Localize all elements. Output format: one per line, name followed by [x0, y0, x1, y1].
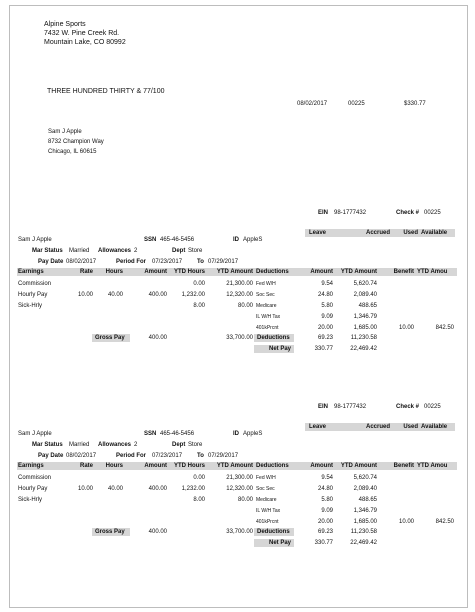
earning-ytd-amount: 80.00	[237, 497, 253, 503]
benefit-ytd-header: YTD Amou	[417, 463, 448, 469]
deduction-amount: 20.00	[317, 325, 333, 331]
used-header: Used	[403, 230, 418, 236]
id-value: AppleS	[243, 431, 263, 437]
leave-header: Leave	[309, 424, 327, 430]
to-value: 07/29/2017	[208, 259, 239, 265]
leave-header: Leave	[309, 230, 327, 236]
payee-name: Sam J Apple	[48, 129, 82, 135]
available-header: Available	[421, 424, 448, 430]
benefit-amount: 10.00	[398, 519, 414, 525]
earning-hours: 40.00	[107, 292, 123, 298]
earning-ytd-hours: 8.00	[193, 303, 205, 309]
period-for-label: Period For	[116, 453, 147, 459]
earning-name: Sick-Hrly	[18, 497, 42, 503]
id-label: ID	[233, 431, 239, 437]
pay-date-label: Pay Date	[38, 259, 64, 265]
allowances-label: Allowances	[98, 248, 132, 254]
dept-value: Store	[188, 248, 203, 254]
benefit-ytd: 842.50	[435, 519, 454, 525]
earning-amount: 400.00	[148, 292, 167, 298]
earnings-header: Earnings	[18, 463, 44, 469]
earning-ytd-amount: 21,300.00	[226, 281, 253, 287]
earning-ytd-hours: 1,232.00	[181, 292, 205, 298]
earning-rate: 10.00	[77, 486, 93, 492]
earning-ytd-hours: 0.00	[193, 475, 205, 481]
check-no-value: 00225	[424, 404, 441, 410]
available-header: Available	[421, 230, 448, 236]
deduction-amount: 24.80	[317, 486, 333, 492]
deduction-name: Fed W/H	[256, 475, 276, 481]
deductions-total-ytd: 11,230.58	[350, 529, 377, 535]
pay-date-value: 08/02/2017	[66, 453, 97, 459]
net-pay-ytd: 22,469.42	[350, 540, 377, 546]
ein-label: EIN	[318, 404, 329, 410]
deductions-header: Deductions	[256, 463, 289, 469]
deduction-ytd: 5,620.74	[353, 475, 377, 481]
ytd-amount-header: YTD Amount	[216, 269, 253, 275]
ytd-hours-header: YTD Hours	[173, 269, 205, 275]
id-value: AppleS	[243, 237, 263, 243]
net-pay-label: Net Pay	[268, 346, 291, 352]
check-number: 00225	[348, 101, 365, 107]
benefit-header: Benefit	[393, 269, 414, 275]
to-label: To	[197, 453, 204, 459]
payee-address-line1: 8732 Champion Way	[48, 139, 104, 145]
gross-pay-label: Gross Pay	[95, 335, 125, 341]
pay-date-label: Pay Date	[38, 453, 64, 459]
deductions-header: Deductions	[256, 269, 289, 275]
deduction-amount: 5.80	[321, 497, 333, 503]
company-name: Alpine Sports	[44, 21, 86, 28]
mar-status-label: Mar Status	[32, 442, 63, 448]
gross-pay-value: 400.00	[148, 335, 167, 341]
deduction-name: 401kPrcnt	[256, 325, 279, 331]
earning-name: Commission	[18, 475, 52, 481]
deduction-amount-header: Amount	[310, 463, 333, 469]
allowances-value: 2	[134, 442, 138, 448]
ytd-amount-header: YTD Amount	[216, 463, 253, 469]
deduction-ytd: 488.65	[358, 303, 377, 309]
net-pay-label: Net Pay	[268, 540, 291, 546]
net-pay-value: 330.77	[314, 540, 333, 546]
benefit-ytd: 842.50	[435, 325, 454, 331]
amount-header: Amount	[144, 463, 167, 469]
deduction-ytd: 1,685.00	[353, 325, 377, 331]
dept-label: Dept	[172, 442, 186, 448]
net-pay-value: 330.77	[314, 346, 333, 352]
earning-ytd-amount: 12,320.00	[226, 292, 253, 298]
ytd-hours-header: YTD Hours	[173, 463, 205, 469]
gross-pay-ytd: 33,700.00	[226, 529, 253, 535]
deductions-total-value: 69.23	[317, 335, 333, 341]
check-amount: $330.77	[404, 101, 426, 107]
earning-name: Hourly Pay	[18, 292, 48, 298]
earning-ytd-amount: 12,320.00	[226, 486, 253, 492]
deduction-amount: 9.09	[321, 314, 333, 320]
mar-status-value: Married	[69, 442, 90, 448]
company-address-line1: 7432 W. Pine Creek Rd.	[44, 30, 120, 37]
ein-value: 98-1777432	[334, 210, 367, 216]
deduction-ytd: 1,346.79	[353, 314, 377, 320]
gross-pay-label: Gross Pay	[95, 529, 125, 535]
accrued-header: Accrued	[365, 424, 390, 430]
dept-label: Dept	[172, 248, 186, 254]
deduction-name: Soc Sec	[256, 486, 275, 492]
gross-pay-value: 400.00	[148, 529, 167, 535]
deduction-ytd: 1,346.79	[353, 508, 377, 514]
check-date: 08/02/2017	[297, 101, 328, 107]
allowances-label: Allowances	[98, 442, 132, 448]
deduction-name: Fed W/H	[256, 281, 276, 287]
hours-header: Hours	[105, 269, 123, 275]
check-amount-words: THREE HUNDRED THIRTY & 77/100	[47, 88, 165, 95]
amount-header: Amount	[144, 269, 167, 275]
ssn-value: 465-46-5456	[160, 237, 195, 243]
rate-header: Rate	[79, 463, 93, 469]
mar-status-value: Married	[69, 248, 90, 254]
id-label: ID	[233, 237, 239, 243]
used-header: Used	[403, 424, 418, 430]
period-for-value: 07/23/2017	[152, 453, 183, 459]
deduction-name: Medicare	[256, 303, 277, 309]
deduction-amount: 9.54	[321, 281, 333, 287]
payee-address-line2: Chicago, IL 60615	[48, 149, 97, 155]
deduction-amount: 5.80	[321, 303, 333, 309]
deduction-name: IL W/H Tax	[256, 314, 281, 320]
deductions-total-label: Deductions	[257, 529, 290, 535]
check-no-label: Check #	[396, 404, 420, 410]
allowances-value: 2	[134, 248, 138, 254]
earning-amount: 400.00	[148, 486, 167, 492]
benefit-header: Benefit	[393, 463, 414, 469]
company-address-line2: Mountain Lake, CO 80992	[44, 39, 126, 46]
ssn-label: SSN	[144, 431, 157, 437]
deduction-name: Medicare	[256, 497, 277, 503]
period-for-value: 07/23/2017	[152, 259, 183, 265]
deduction-amount: 20.00	[317, 519, 333, 525]
pay-date-value: 08/02/2017	[66, 259, 97, 265]
earning-name: Commission	[18, 281, 52, 287]
earning-name: Sick-Hrly	[18, 303, 42, 309]
ssn-label: SSN	[144, 237, 157, 243]
deduction-ytd-header: YTD Amount	[340, 463, 377, 469]
earning-hours: 40.00	[107, 486, 123, 492]
earning-rate: 10.00	[77, 292, 93, 298]
deduction-name: IL W/H Tax	[256, 508, 281, 514]
earnings-header: Earnings	[18, 269, 44, 275]
net-pay-ytd: 22,469.42	[350, 346, 377, 352]
deduction-ytd: 1,685.00	[353, 519, 377, 525]
deduction-amount: 24.80	[317, 292, 333, 298]
deduction-ytd: 5,620.74	[353, 281, 377, 287]
period-for-label: Period For	[116, 259, 147, 265]
benefit-ytd-header: YTD Amou	[417, 269, 448, 275]
deduction-amount: 9.54	[321, 475, 333, 481]
earning-ytd-amount: 21,300.00	[226, 475, 253, 481]
earning-ytd-amount: 80.00	[237, 303, 253, 309]
accrued-header: Accrued	[365, 230, 390, 236]
mar-status-label: Mar Status	[32, 248, 63, 254]
deduction-amount-header: Amount	[310, 269, 333, 275]
deduction-ytd-header: YTD Amount	[340, 269, 377, 275]
ein-label: EIN	[318, 210, 329, 216]
deductions-total-value: 69.23	[317, 529, 333, 535]
rate-header: Rate	[79, 269, 93, 275]
check-no-value: 00225	[424, 210, 441, 216]
employee-name: Sam J Apple	[18, 431, 52, 437]
to-label: To	[197, 259, 204, 265]
benefit-amount: 10.00	[398, 325, 414, 331]
hours-header: Hours	[105, 463, 123, 469]
deduction-amount: 9.09	[321, 508, 333, 514]
check-no-label: Check #	[396, 210, 420, 216]
earning-name: Hourly Pay	[18, 486, 48, 492]
deduction-ytd: 488.65	[358, 497, 377, 503]
ein-value: 98-1777432	[334, 404, 367, 410]
deduction-ytd: 2,089.40	[353, 292, 377, 298]
earning-ytd-hours: 1,232.00	[181, 486, 205, 492]
deduction-name: 401kPrcnt	[256, 519, 279, 525]
employee-name: Sam J Apple	[18, 237, 52, 243]
deduction-ytd: 2,089.40	[353, 486, 377, 492]
dept-value: Store	[188, 442, 203, 448]
deductions-total-label: Deductions	[257, 335, 290, 341]
earning-ytd-hours: 8.00	[193, 497, 205, 503]
deductions-total-ytd: 11,230.58	[350, 335, 377, 341]
earning-ytd-hours: 0.00	[193, 281, 205, 287]
deduction-name: Soc Sec	[256, 292, 275, 298]
ssn-value: 465-46-5456	[160, 431, 195, 437]
to-value: 07/29/2017	[208, 453, 239, 459]
gross-pay-ytd: 33,700.00	[226, 335, 253, 341]
